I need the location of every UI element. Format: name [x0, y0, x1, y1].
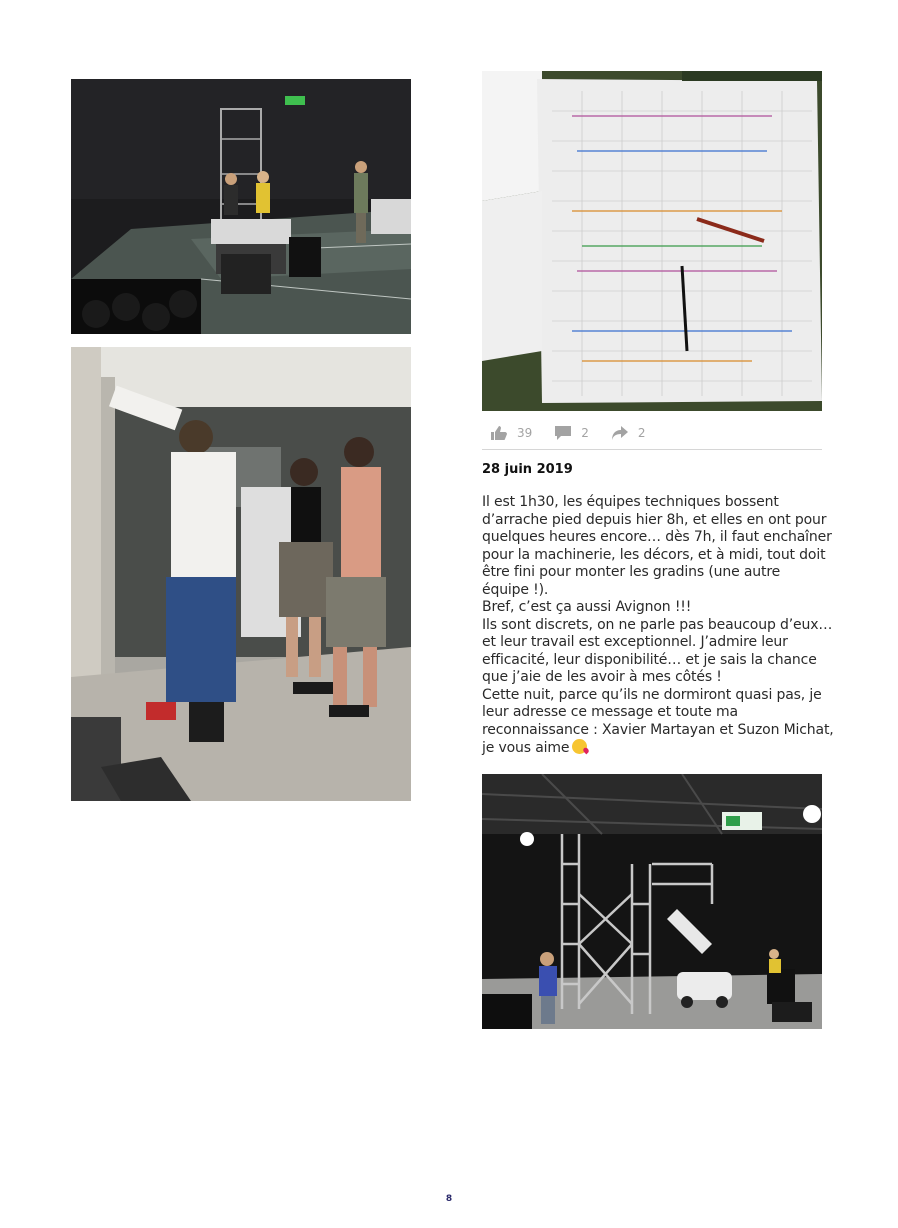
share-arrow-icon: [611, 425, 629, 441]
post-line: que j’aie de les avoir à mes côtés !: [482, 669, 722, 685]
comment-count: 2: [581, 426, 589, 440]
post-date: 28 juin 2019: [482, 462, 573, 477]
kiss-emoji-icon: [572, 739, 587, 754]
share-button[interactable]: [611, 425, 646, 441]
post-line: être fini pour monter les gradins (une autre: [482, 564, 781, 580]
post-line: Ils sont discrets, on ne parle pas beaucoup d’eux…: [482, 616, 833, 633]
comment-button[interactable]: [554, 425, 589, 441]
photo-garage-workers: [71, 347, 411, 801]
page-number: 8: [445, 1194, 453, 1204]
post-line: pour la machinerie, les décors, et à midi, tout doit: [482, 546, 826, 563]
like-count: 39: [517, 426, 533, 440]
like-button[interactable]: [490, 425, 532, 441]
post-line: Il est 1h30, les équipes techniques bossent: [482, 494, 779, 510]
post-line: et leur travail est exceptionnel. J’admire leur: [482, 634, 788, 650]
post-line: Bref, c’est ça aussi Avignon !!!: [482, 599, 692, 615]
post-line: Cette nuit, parce qu’ils ne dormiront quasi pas, je: [482, 686, 822, 703]
reactions-bar: [490, 421, 822, 445]
post-line: leur adresse ce message et toute ma: [482, 704, 738, 720]
divider: [482, 449, 822, 450]
post-line: je vous aime: [482, 740, 570, 756]
share-count: 2: [637, 426, 646, 440]
post-body: [482, 494, 834, 758]
photo-lighting-plan: [482, 71, 822, 411]
post-line: équipe !).: [482, 581, 549, 598]
post-line: quelques heures encore… dès 7h, il faut enchaîner: [482, 529, 832, 545]
thumbs-up-icon: [490, 425, 508, 441]
comment-icon: [554, 425, 572, 441]
photo-rehearsal-hall: [71, 79, 411, 334]
photo-stage-scaffolding: [482, 774, 822, 1029]
post-line: d’arrache pied depuis hier 8h, et elles en ont pour: [482, 511, 827, 528]
post-line-last: [482, 739, 827, 758]
post-line: efficacité, leur disponibilité… et je sais la chance: [482, 651, 817, 668]
post-line: reconnaissance : Xavier Martayan et Suzon Michat,: [482, 721, 834, 738]
